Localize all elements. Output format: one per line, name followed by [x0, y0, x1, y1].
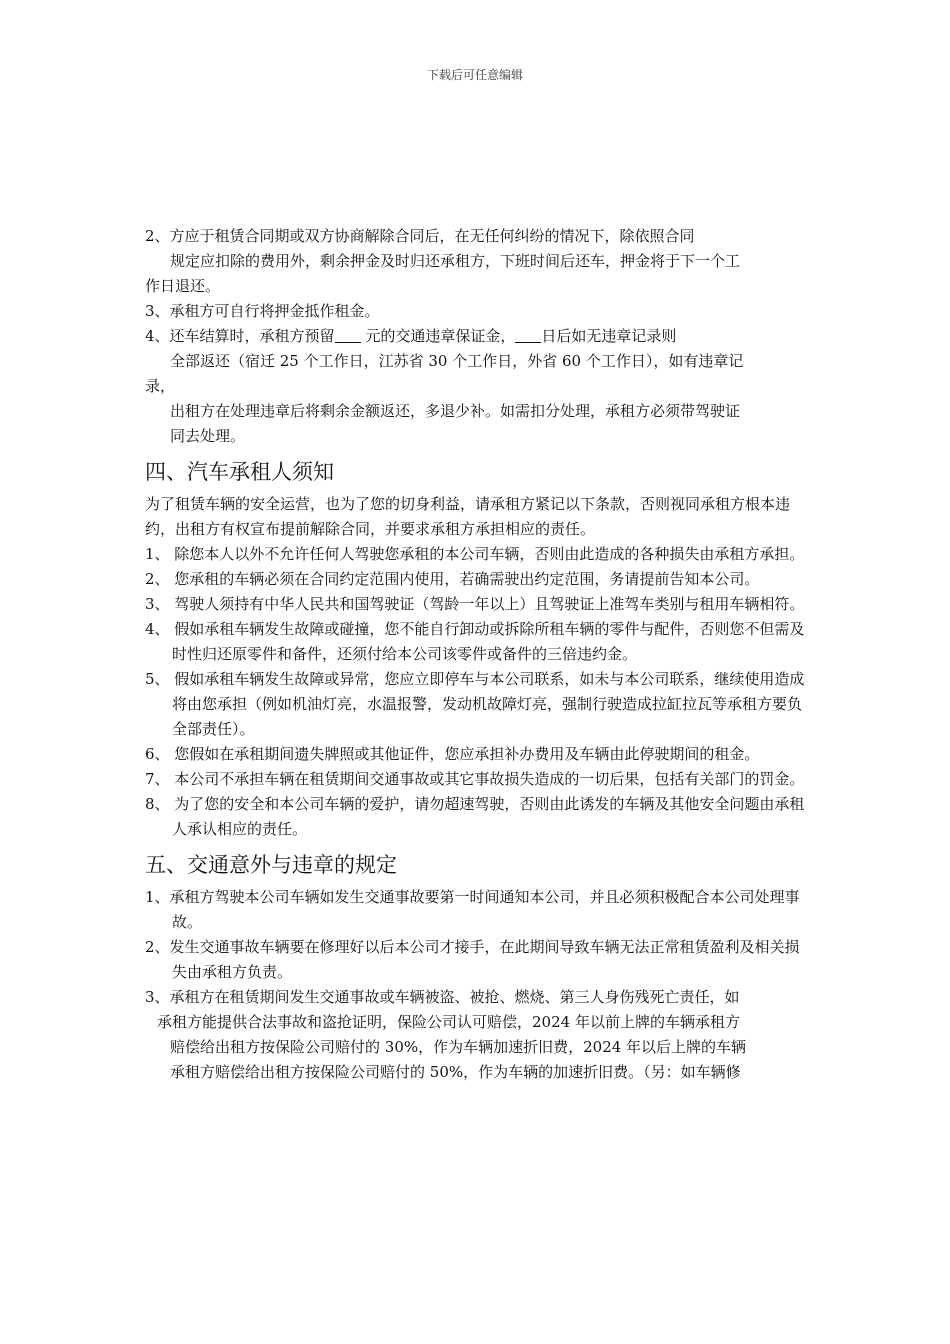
- section-4-intro: 为了租赁车辆的安全运营，也为了您的切身利益，请承租方紧记以下条款，否则视同承租方根本违约，出租方有权宣布提前解除合同，并要求承租方承担相应的责任。: [145, 495, 791, 538]
- renter-rule-6: 6、 您假如在承租期间遗失牌照或其他证件，您应承担补办费用及车辆由此停驶期间的租金。: [145, 745, 760, 763]
- page-header: 下载后可任意编辑: [426, 68, 523, 82]
- amount-blank: [335, 327, 361, 343]
- renter-rule-3: 3、 驾驶人须持有中华人民共和国驾驶证（驾龄一年以上）且驾驶证上准驾车类别与租用车辆相符。: [145, 595, 805, 613]
- accident-rule-3-line-3: 赔偿给出租方按保险公司赔付的 30%，作为车辆加速折旧费，2024 年以后上牌的车辆: [170, 1038, 747, 1056]
- page-content: [145, 224, 807, 1085]
- violation-deposit-text-a: 4、还车结算时，承租方预留: [145, 327, 335, 345]
- renter-rule-8: 8、 为了您的安全和本公司车辆的爱护，请勿超速驾驶，否则由此诱发的车辆及其他安全问题由承租人承认相应的责任。: [145, 795, 805, 838]
- section-4-title: 四、汽车承租人须知: [145, 460, 334, 484]
- deposit-return-line-3: 作日退还。: [145, 277, 221, 295]
- violation-deposit-line-5: 同去处理。: [170, 427, 246, 445]
- violation-deposit-text-c: 日后如无违章记录则: [541, 327, 677, 345]
- accident-rule-2: 2、发生交通事故车辆要在修理好以后本公司才接手，在此期间导致车辆无法正常租赁盈利及相关损失由承租方负责。: [145, 938, 800, 981]
- renter-rule-1: 1、 除您本人以外不允许任何人驾驶您承租的本公司车辆，否则由此造成的各种损失由承租方承担。: [145, 545, 805, 563]
- accident-rule-3-line-2: 承租方能提供合法事故和盗抢证明，保险公司认可赔偿，2024 年以前上牌的车辆承租方: [157, 1013, 740, 1031]
- deposit-return-line-1: 2、方应于租赁合同期或双方协商解除合同后，在无任何纠纷的情况下，除依照合同: [145, 227, 695, 245]
- accident-rule-3-line-1: 3、承租方在租赁期间发生交通事故或车辆被盗、被抢、燃烧、第三人身伤残死亡责任，如: [145, 988, 740, 1006]
- days-blank: [515, 327, 541, 343]
- renter-rule-2: 2、 您承租的车辆必须在合同约定范围内使用，若确需驶出约定范围，务请提前告知本公司。: [145, 570, 760, 588]
- renter-rule-4: 4、 假如承租车辆发生故障或碰撞，您不能自行卸动或拆除所租车辆的零件与配件，否则您不但需及时性归还原零件和备件，还须付给本公司该零件或备件的三倍违约金。: [145, 620, 805, 663]
- violation-deposit-line-2: 全部返还（宿迁 25 个工作日，江苏省 30 个工作日，外省 60 个工作日），如有违章记: [170, 352, 744, 370]
- violation-deposit-line-3: 录，: [145, 377, 176, 395]
- section-5-title: 五、交通意外与违章的规定: [145, 853, 397, 877]
- violation-deposit-line-4: 出租方在处理违章后将剩余金额返还，多退少补。如需扣分处理，承租方必须带驾驶证: [170, 402, 741, 420]
- violation-deposit-line-1: [145, 324, 807, 349]
- renter-rule-5: 5、 假如承租车辆发生故障或异常，您应立即停车与本公司联系，如未与本公司联系，继续使用造成将由您承担（例如机油灯亮，水温报警，发动机故障灯亮，强制行驶造成拉缸拉瓦等承租方要负全部责任）。: [145, 670, 805, 738]
- deposit-return-line-2: 规定应扣除的费用外，剩余押金及时归还承租方，下班时间后还车，押金将于下一个工: [170, 252, 741, 270]
- renter-rule-7: 7、 本公司不承担车辆在租赁期间交通事故或其它事故损失造成的一切后果，包括有关部门的罚金。: [145, 770, 805, 788]
- deposit-offset-clause: 3、承租方可自行将押金抵作租金。: [145, 302, 380, 320]
- violation-deposit-text-b: 元的交通违章保证金，: [365, 327, 516, 345]
- accident-rule-3-line-4: 承租方赔偿给出租方按保险公司赔付的 50%，作为车辆的加速折旧费。（另：如车辆修: [170, 1063, 741, 1081]
- accident-rule-1: 1、承租方驾驶本公司车辆如发生交通事故要第一时间通知本公司，并且必须积极配合本公司处理事故。: [145, 888, 800, 931]
